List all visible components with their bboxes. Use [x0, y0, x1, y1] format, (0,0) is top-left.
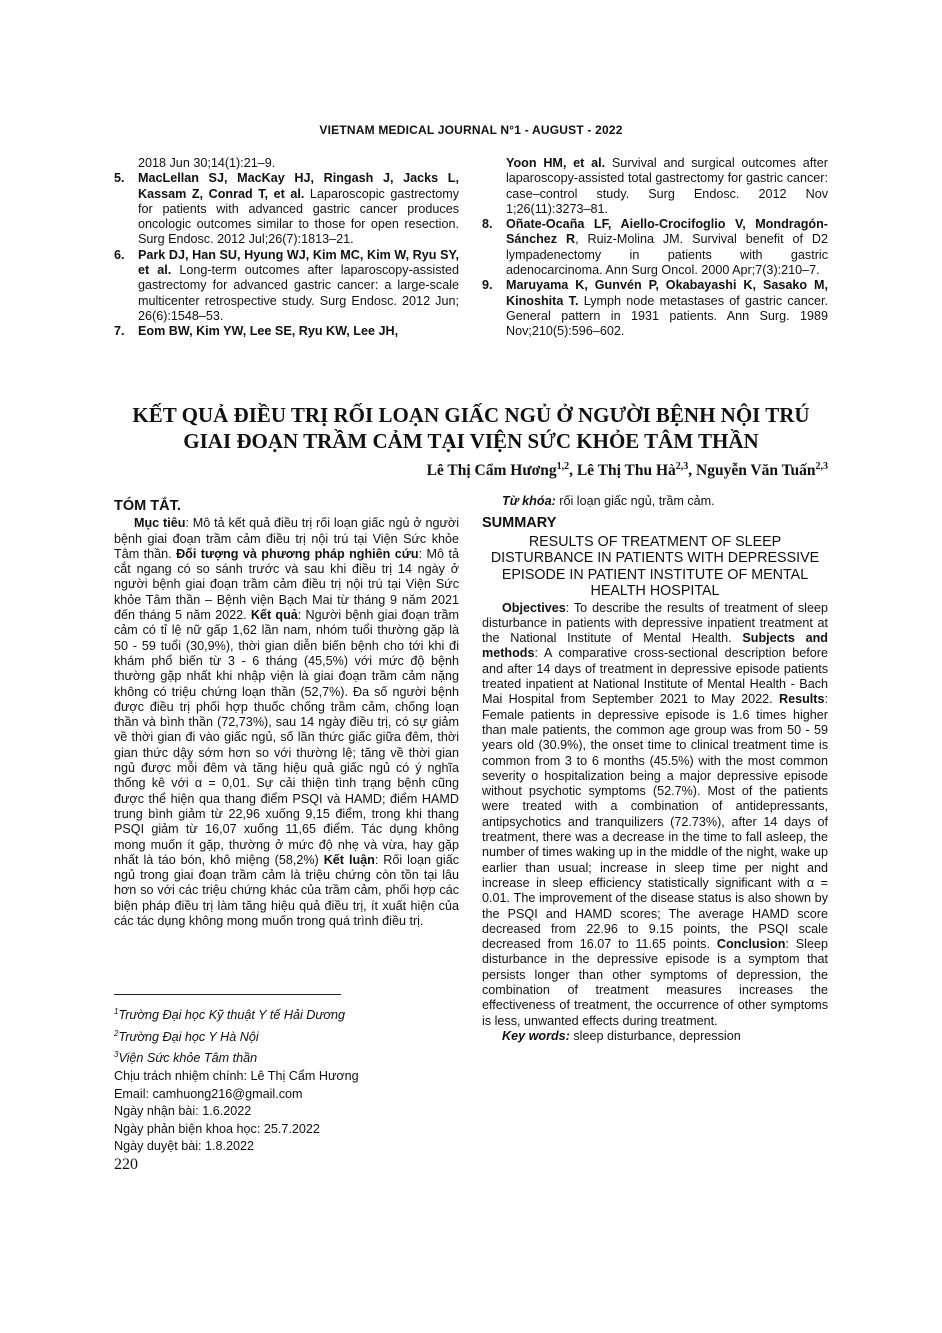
corresponding-author: Chịu trách nhiệm chính: Lê Thị Cẩm Hương	[114, 1069, 359, 1084]
email: Email: camhuong216@gmail.com	[114, 1086, 303, 1101]
reference-7: 7. Eom BW, Kim YW, Lee SE, Ryu KW, Lee JH,	[114, 324, 399, 339]
affiliation: $^1$Trường Đại học Kỹ thuật Y tế Hải Dương	[114, 1007, 345, 1023]
author-name: Lê Thị Thu Hà	[576, 462, 676, 480]
date-reviewed: Ngày phản biện khoa học: 25.7.2022	[114, 1121, 320, 1136]
reference-cont: 2018 Jun 30;14(1):21–9.	[138, 156, 276, 170]
abstract-body: Mục tiêu: Mô tả kết quả điều trị rối loạn giấc ngủ ở người bệnh giai đoạn trầm cảm điều trị nội trú tại Viện Sức khỏe Tâm thần. Đối tượng và phương pháp nghiên cứu: Mô tả cắt ngang có so sánh trước và sau khi điều trị 14 ngày ở người bệnh giai đoạn trầm cảm điều trị nội trú tại Viện Sức khỏe Tâm thần – Bệnh viện Bạch Mai từ tháng 9 năm 2021 đến tháng 5 năm 2022. Kết quả: Người bệnh giai đoạn trầm cảm có tỉ lệ nữ gấp 1,62 lần nam, nhóm tuổi thường gặp là 50 - 59 tuổi (30,9%), thời gian diễn biến bệnh cho tới khi đi khám phổ biến từ 3 - 6 tháng (45,5%) với mức độ bệnh thường gặp nhất khi nhập viện là giai đoạn trầm cảm nặng không có triệu chứng loạn thần (52,7%). Đa số người bệnh được điều trị phối hợp thuốc chống trầm cảm, chống loạn thần và bình thần (72,73%), sau 14 ngày điều trị, có sự giảm về thời gian đi vào giấc ngủ, số lần thức giấc giữa đêm, thời gian thức dậy sớm hơn so với thường lệ; tăng về thời gian ngủ được mỗi đêm và tăng hiệu quả giấc ngủ có ý nghĩa thống kê với α = 0,01. Sự cải thiện tình trạng bệnh cũng được thể hiện qua thang điểm PSQI và HAMD; điểm HAMD trung bình giảm từ 22,96 xuống 9,15 điểm, trong khi thang PSQI giảm từ 16,07 xuống 11,65 điểm. Tác dụng không mong muốn ít gặp, thường ở mức độ nhẹ và vừa, hay gặp nhất là táo bón, khô miệng (58,2%) Kết luận: Rối loạn giấc ngủ trong giai đoạn trầm cảm là triệu chứng còn tồn tại lâu hơn so với các triệu chứng khác của trầm cảm, phối hợp các biện pháp điều trị làm tăng hiệu quả điều trị, ít xuất hiện của các tác dụng không mong muốn trong quá trình điều trị.	[114, 516, 460, 929]
title-line-1: KẾT QUẢ ĐIỀU TRỊ RỐI LOẠN GIẤC NGỦ Ở NGƯỜI BỆNH NỘI TRÚ	[132, 403, 810, 427]
author-name: Nguyễn Văn Tuấn	[696, 462, 816, 480]
affiliation: $^3$Viện Sức khỏe Tâm thần	[114, 1050, 258, 1066]
abstract-english-column	[482, 494, 828, 1044]
footnotes	[114, 1003, 359, 1156]
abstract-vietnamese	[114, 499, 459, 929]
date-accepted: Ngày duyệt bài: 1.8.2022	[114, 1139, 255, 1154]
author-name: Lê Thị Cẩm Hương	[426, 462, 557, 480]
title-line-2: GIAI ĐOẠN TRẦM CẢM TẠI VIỆN SỨC KHỎE TÂM THẦN	[183, 429, 759, 453]
date-received: Ngày nhận bài: 1.6.2022	[114, 1104, 252, 1119]
reference-6: 6. Park DJ, Han SU, Hyung WJ, Kim MC, Kim W, Ryu SY, et al. Long-term outcomes after laparoscopy-assisted gastrectomy for advanced gastric cancer: a large-scale multicenter retrospective study. Surg Endosc. 2012 Jun; 26(6):1548–53.	[114, 247, 459, 323]
author-list: Lê Thị Cẩm Hương$^{1,2}$, Lê Thị Thu Hà$^{2,3}$, Nguyễn Văn Tuấn$^{2,3}$	[426, 461, 828, 480]
references-left	[114, 156, 459, 340]
keywords-en: Key words: sleep disturbance, depression	[502, 1028, 741, 1043]
footnote-divider	[114, 994, 341, 995]
english-title: RESULTS OF TREATMENT OF SLEEP DISTURBANCE IN PATIENTS WITH DEPRESSIVE EPISODE IN PATIENT INSTITUTE OF MENTAL HEALTH HOSPITAL	[490, 533, 820, 600]
page-number: 220	[114, 1156, 138, 1173]
keywords-vi: Từ khóa: rối loạn giấc ngủ, trầm cảm.	[502, 494, 715, 508]
summary-body: Objectives: To describe the results of treatment of sleep disturbance in patients with depressive inpatient treatment at the National Institute of Mental Health. Subjects and methods: A comparative cross-sectional description before and after 14 days of treatment in depressive episode patients treated inpatient at National Institute of Mental Health - Bach Mai Hospital from September 2021 to May 2022. Results: Female patients in depressive episode is 1.6 times higher than male patients, the common age group was from 50 - 59 years old (30.9%), the onset time to clinical treatment time is common from 3 to 6 months (45.5%) with the most common severity o hospitalization being a major depressive episode without psychotic symptoms (52.7%). Most of the patients were treated with a combination of antidepressants, antipsychotics and tranquilizers (72.73%), after 14 days of treatment, there was a decrease in the time to fall asleep, the number of times waking up in the middle of the night, wake up earlier than usual; increase in sleep time per night and increase in sleep efficiency statistically significant with α = 0.01. The improvement of the disease status is also shown by the PSQI and HAMD scores; The average HAMD score decreased from 22.96 to 9.15 points, the PSQI scale decreased from 16.07 to 11.65 points. Conclusion: Sleep disturbance in the depressive episode is a symptom that persists longer than other symptoms of depression, the combination of treatment measures increases the effectiveness of treatment, the occurrence of other symptoms is less, unwanted effects during treatment.	[482, 600, 828, 1028]
summary-heading: SUMMARY	[482, 515, 557, 532]
abstract-heading: TÓM TẮT.	[114, 498, 181, 514]
reference-5: 5. MacLellan SJ, MacKay HJ, Ringash J, Jacks L, Kassam Z, Conrad T, et al. Laparoscopic gastrectomy for patients with advanced gastric cancer produces oncologic outcomes similar to those for open resection. Surg Endosc. 2012 Jul;26(7):1813–21.	[114, 171, 459, 247]
references-right	[482, 156, 828, 340]
article-title	[0, 402, 942, 454]
reference-8: 8. Oñate-Ocaña LF, Aiello-Crocifoglio V, Mondragón-Sánchez R, Ruiz-Molina JM. Survival benefit of D2 lympadenectomy in patients with gastric adenocarcinoma. Ann Surg Oncol. 2000 Apr;7(3):210–7.	[482, 217, 828, 278]
journal-header: VIETNAM MEDICAL JOURNAL N°1 - AUGUST - 2022	[319, 123, 623, 137]
reference-7-cont: Yoon HM, et al. Survival and surgical outcomes after laparoscopy-assisted total gastrectomy for gastric cancer: case–control study. Surg Endosc. 2012 Nov 1;26(11):3273–81.	[506, 156, 828, 216]
reference-9: 9. Maruyama K, Gunvén P, Okabayashi K, Sasako M, Kinoshita T. Lymph node metastases of gastric cancer. General pattern in 1931 patients. Ann Surg. 1989 Nov;210(5):596–602.	[482, 278, 828, 339]
affiliation: $^2$Trường Đại học Y Hà Nội	[114, 1028, 259, 1044]
